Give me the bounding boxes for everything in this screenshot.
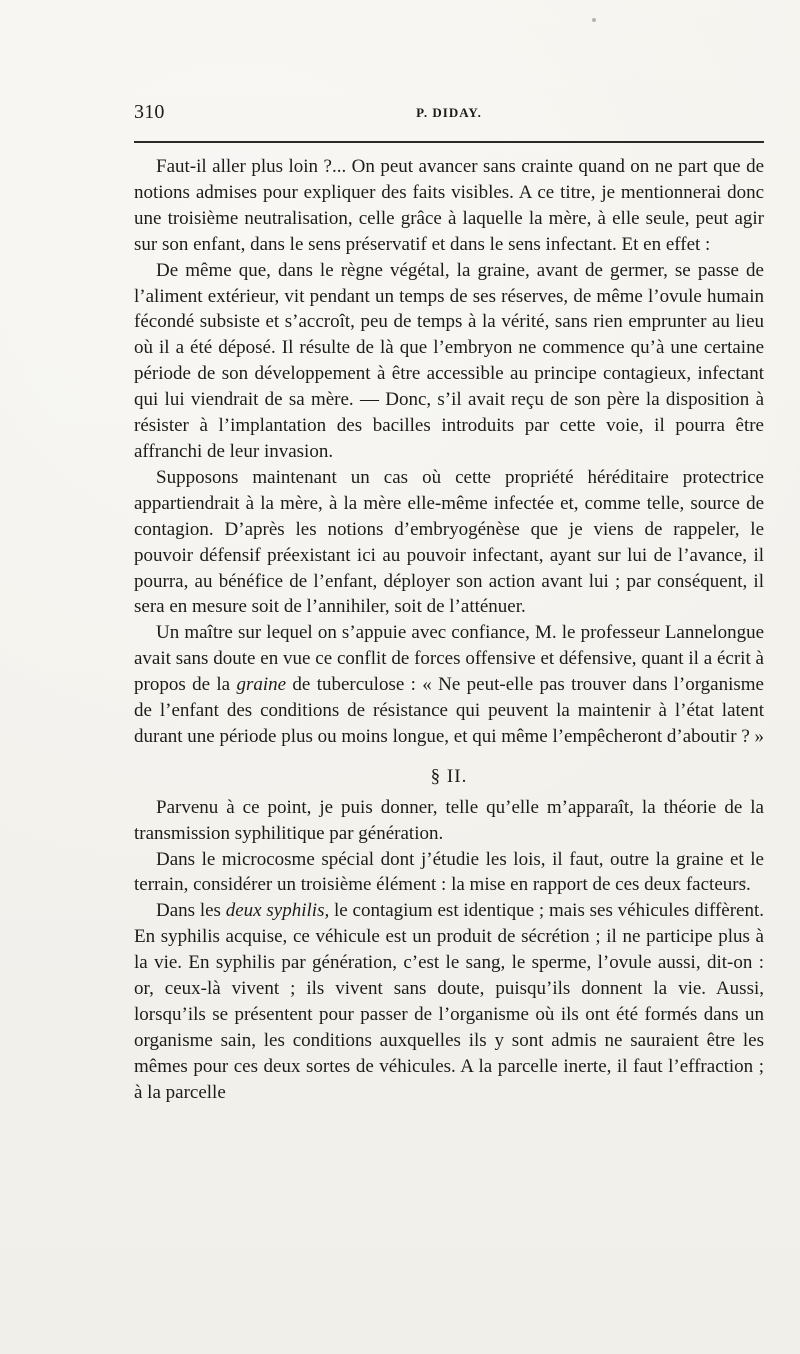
paragraph-4-italic: graine bbox=[236, 674, 287, 696]
paragraph-7-italic: deux syphilis, bbox=[225, 900, 330, 922]
paragraph-3: Supposons maintenant un cas où cette propriété héréditaire protectrice appartiendrait à la mère, à la mère elle-même infectée et, comme telle, source de contagion. D’après les notions d’embryogénèse que je viens de rappeler, le pouvoir défensif préexistant ici au pouvoir infectant, ayant sur lui de l’avance, il pourra, au bénéfice de l’enfant, déployer son action avant lui ; par conséquent, il sera en mesure soit de l’annihiler, soit de l’atténuer. bbox=[134, 466, 764, 618]
paragraph-7-text-b: le contagium est identique ; mais ses véhicules diffèrent. En syphilis acquise, ce véhicule est un produit de sécrétion ; il ne participe plus à la vie. En syphilis par génération, c’est le sang, le sperme, l’ovule aussi, dit-on : or, ceux-là vivent ; ils vivent sans doute, puisqu’ils donnent la vie. Aussi, lorsqu’ils se présentent pour passer de l’organisme où ils ont été formés dans un organisme sain, les conditions auxquelles ils y sont admis ne sauraient être les mêmes pour ces deux sortes de véhicules. A la parcelle inerte, il faut l’effraction ; à la parcelle bbox=[134, 900, 765, 1103]
paragraph-4 bbox=[134, 620, 764, 750]
paragraph-2: De même que, dans le règne végétal, la graine, avant de germer, se passe de l’aliment extérieur, vit pendant un temps de ses réserves, de même l’ovule humain fécondé subsiste et s’accroît, peu de temps à la vérité, sans rien emprunter au lieu où il a été déposé. Il résulte de là que l’embryon ne commence qu’à une certaine période de son développement à être accessible au principe contagieux, infectant qui lui viendrait de sa mère. — Donc, s’il avait reçu de son père la disposition à résister à l’implantation des bacilles introduits par cette voie, il pourra être affranchi de leur invasion. bbox=[134, 259, 764, 462]
main-text-block bbox=[134, 154, 764, 1106]
paragraph-6: Dans le microcosme spécial dont j’étudie les lois, il faut, outre la graine et le terrain, considérer un troisième élément : la mise en rapport de ces deux facteurs. bbox=[134, 848, 764, 896]
paragraph-5: Parvenu à ce point, je puis donner, telle qu’elle m’apparaît, la théorie de la transmission syphilitique par génération. bbox=[134, 796, 764, 844]
paragraph-1: Faut-il aller plus loin ?... On peut avancer sans crainte quand on ne part que de notions admises pour expliquer des faits visibles. A ce titre, je mentionnerai donc une troisième neutralisation, celle grâce à laquelle la mère, à elle seule, peut agir sur son enfant, dans le sens préservatif et dans le sens infectant. Et en effet : bbox=[134, 156, 764, 255]
paragraph-4-text-a: Un maître sur lequel on s’appuie avec confiance, M. le professeur Lannelongue avait sans doute en vue ce conflit de forces offensive et défensive, quant il a écrit à propos de la bbox=[134, 622, 764, 696]
page-number: 310 bbox=[134, 101, 165, 123]
paragraph-7 bbox=[134, 898, 764, 1105]
section-heading: § II. bbox=[430, 765, 468, 787]
running-head: P. DIDAY. bbox=[416, 105, 482, 120]
page-header bbox=[134, 101, 764, 133]
paragraph-7-text-a: Dans les bbox=[156, 900, 226, 922]
paragraph-4-text-b: de tuberculose : « Ne peut-elle pas trouver dans l’organisme de l’enfant des conditions de résistance qui peuvent la maintenir à l’état latent durant une période plus ou moins longue, et qui même l’empêcheront d’aboutir ? » bbox=[134, 674, 764, 747]
paper-speck bbox=[592, 18, 596, 22]
header-rule bbox=[134, 141, 764, 143]
